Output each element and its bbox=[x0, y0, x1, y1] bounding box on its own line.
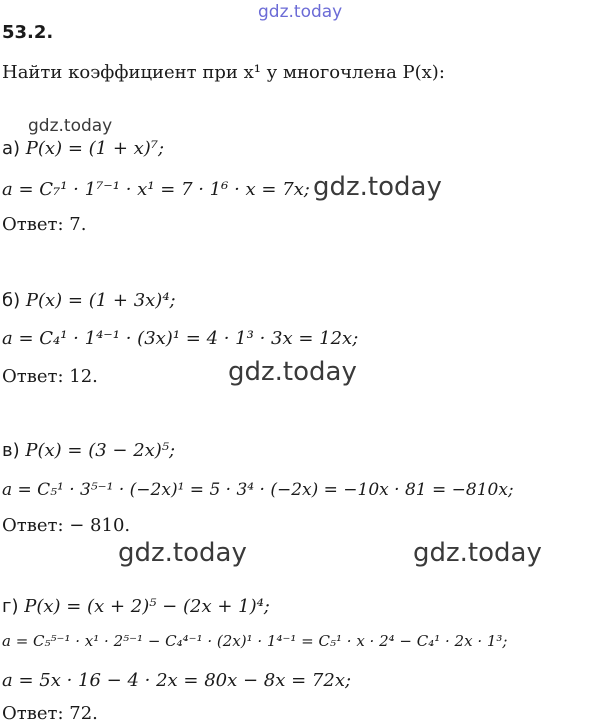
part-d-solution-2: a = 5x · 16 − 4 · 2x = 80x − 8x = 72x; bbox=[2, 670, 352, 691]
part-a-solution: a = C₇¹ · 1⁷⁻¹ · x¹ = 7 · 1⁶ · x = 7x; bbox=[2, 179, 310, 200]
watermark-small: gdz.today bbox=[28, 116, 113, 136]
part-c-polynomial bbox=[2, 440, 175, 461]
watermark-top: gdz.today bbox=[258, 2, 343, 22]
part-c-solution: a = C₅¹ · 3⁵⁻¹ · (−2x)¹ = 5 · 3⁴ · (−2x) = −10x · 81 = −810x; bbox=[2, 480, 514, 500]
part-c-label: в) bbox=[2, 440, 20, 461]
part-c-formula: P(x) = (3 − 2x)⁵; bbox=[25, 440, 176, 461]
part-a-polynomial bbox=[2, 138, 164, 159]
part-b-polynomial bbox=[2, 290, 176, 311]
watermark-c1: gdz.today bbox=[118, 538, 247, 568]
part-d-solution: a = C₅⁵⁻¹ · x¹ · 2⁵⁻¹ − C₄⁴⁻¹ · (2x)¹ · 1⁴⁻¹ = C₅¹ · x · 2⁴ − C₄¹ · 2x · 1³; bbox=[2, 632, 508, 650]
part-b-label: б) bbox=[2, 290, 21, 311]
part-d-answer: Ответ: 72. bbox=[2, 703, 98, 724]
problem-number: 53.2. bbox=[2, 22, 54, 43]
part-a-label: а) bbox=[2, 138, 21, 159]
part-d-formula: P(x) = (x + 2)⁵ − (2x + 1)⁴; bbox=[24, 596, 270, 617]
part-b-formula: P(x) = (1 + 3x)⁴; bbox=[25, 290, 176, 311]
part-a-answer: Ответ: 7. bbox=[2, 214, 87, 235]
watermark-c2: gdz.today bbox=[413, 538, 542, 568]
part-b-answer: Ответ: 12. bbox=[2, 366, 98, 387]
task-statement: Найти коэффициент при x¹ у многочлена P(x): bbox=[2, 62, 445, 83]
part-b-solution: a = C₄¹ · 1⁴⁻¹ · (3x)¹ = 4 · 1³ · 3x = 12x; bbox=[2, 328, 359, 349]
part-a-formula: P(x) = (1 + x)⁷; bbox=[25, 138, 165, 159]
part-d-polynomial bbox=[2, 596, 270, 617]
part-d-label: г) bbox=[2, 596, 19, 617]
watermark-a: gdz.today bbox=[313, 172, 442, 202]
watermark-b: gdz.today bbox=[228, 357, 357, 387]
part-c-answer: Ответ: − 810. bbox=[2, 515, 131, 536]
